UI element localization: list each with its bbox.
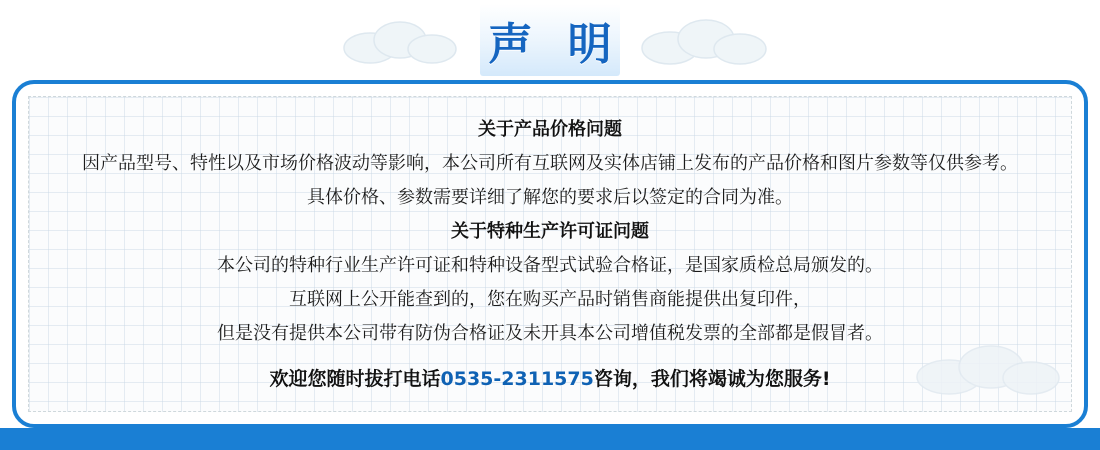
bottom-accent-bar [0, 428, 1100, 450]
statement-frame [12, 80, 1088, 428]
section-one-line-2: 具体价格、参数需要详细了解您的要求后以签定的合同为准。 [307, 187, 793, 208]
section-two-line-1: 本公司的特种行业生产许可证和特种设备型式试验合格证，是国家质检总局颁发的。 [217, 255, 883, 276]
statement-content [29, 97, 1071, 396]
section-one-line-1: 因产品型号、特性以及市场价格波动等影响，本公司所有互联网及实体店铺上发布的产品价格和图片参数等仅供参考。 [82, 153, 1018, 174]
contact-suffix: 咨询，我们将竭诚为您服务! [593, 368, 831, 390]
cloud-icon [640, 14, 770, 66]
contact-line [69, 363, 1031, 396]
section-one-heading: 关于产品价格问题 [478, 119, 622, 140]
page-title: 声 明 [488, 19, 622, 70]
section-two-line-3: 但是没有提供本公司带有防伪合格证及未开具本公司增值税发票的全部都是假冒者。 [217, 323, 883, 344]
banner [0, 0, 1100, 80]
cloud-icon [340, 16, 460, 64]
statement-inner-panel [28, 96, 1072, 412]
section-two-line-2: 互联网上公开能查到的，您在购买产品时销售商能提供出复印件， [289, 289, 811, 310]
section-two-heading: 关于特种生产许可证问题 [451, 221, 649, 242]
contact-prefix: 欢迎您随时拔打电话 [269, 368, 441, 390]
contact-phone-number[interactable]: 0535-2311575 [440, 368, 594, 390]
